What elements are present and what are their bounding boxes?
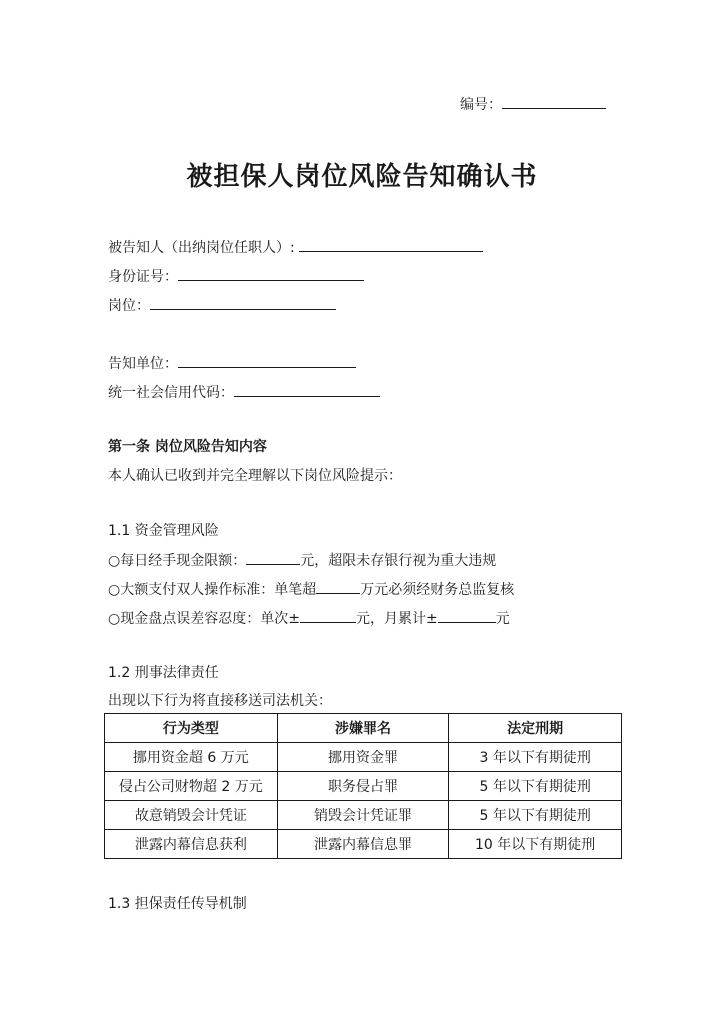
credit-code-blank[interactable] bbox=[234, 381, 380, 397]
tolerance-single-blank[interactable] bbox=[300, 607, 356, 623]
serial-number-field bbox=[460, 93, 606, 114]
cash-tolerance-prefix: ○现金盘点误差容忍度：单次± bbox=[108, 611, 300, 627]
table-header-cell: 涉嫌罪名 bbox=[277, 714, 449, 743]
table-cell: 10 年以下有期徒刑 bbox=[449, 830, 622, 859]
dual-payment-item bbox=[108, 578, 514, 599]
cash-tolerance-item bbox=[108, 607, 510, 628]
table-cell: 挪用资金罪 bbox=[277, 743, 449, 772]
position-label: 岗位： bbox=[108, 298, 150, 314]
notified-person-blank[interactable] bbox=[299, 236, 483, 252]
notified-person-field bbox=[108, 236, 483, 257]
section-1-2-heading: 1.2 刑事法律责任 bbox=[108, 665, 219, 681]
table-cell: 挪用资金超 6 万元 bbox=[105, 743, 278, 772]
table-cell: 销毁会计凭证罪 bbox=[277, 801, 449, 830]
position-blank[interactable] bbox=[150, 294, 336, 310]
id-number-field bbox=[108, 265, 364, 286]
section-1-3-heading: 1.3 担保责任传导机制 bbox=[108, 896, 247, 912]
credit-code-label: 统一社会信用代码： bbox=[108, 385, 234, 401]
table-row bbox=[105, 772, 622, 801]
table-header-cell: 法定刑期 bbox=[449, 714, 622, 743]
table-header-row bbox=[105, 714, 622, 743]
table-cell: 泄露内幕信息罪 bbox=[277, 830, 449, 859]
article-1-intro: 本人确认已收到并完全理解以下岗位风险提示： bbox=[108, 468, 402, 484]
table-row bbox=[105, 743, 622, 772]
serial-number-label: 编号： bbox=[460, 97, 502, 113]
dual-payment-suffix: 万元必须经财务总监复核 bbox=[360, 582, 515, 598]
section-1-1-heading: 1.1 资金管理风险 bbox=[108, 523, 219, 539]
table-row bbox=[105, 801, 622, 830]
table-cell: 故意销毁会计凭证 bbox=[105, 801, 278, 830]
section-1-2-intro: 出现以下行为将直接移送司法机关： bbox=[108, 693, 332, 709]
notifying-unit-blank[interactable] bbox=[178, 352, 356, 368]
table-cell: 泄露内幕信息获利 bbox=[105, 830, 278, 859]
table-cell: 5 年以下有期徒刑 bbox=[449, 772, 622, 801]
table-row bbox=[105, 830, 622, 859]
document-title: 被担保人岗位风险告知确认书 bbox=[186, 162, 538, 192]
id-number-label: 身份证号： bbox=[108, 269, 178, 285]
cash-limit-suffix: 元，超限未存银行视为重大违规 bbox=[300, 553, 497, 569]
cash-limit-item bbox=[108, 549, 496, 570]
criminal-liability-table bbox=[104, 713, 622, 859]
table-cell: 3 年以下有期徒刑 bbox=[449, 743, 622, 772]
table-cell: 5 年以下有期徒刑 bbox=[449, 801, 622, 830]
table-header-cell: 行为类型 bbox=[105, 714, 278, 743]
id-number-blank[interactable] bbox=[178, 265, 364, 281]
notifying-unit-field bbox=[108, 352, 356, 373]
cash-limit-prefix: ○每日经手现金限额： bbox=[108, 553, 247, 569]
dual-payment-prefix: ○大额支付双人操作标准：单笔超 bbox=[108, 582, 317, 598]
table-cell: 侵占公司财物超 2 万元 bbox=[105, 772, 278, 801]
notified-person-label: 被告知人（出纳岗位任职人）: bbox=[108, 240, 295, 256]
table-cell: 职务侵占罪 bbox=[277, 772, 449, 801]
position-field bbox=[108, 294, 336, 315]
cash-tolerance-middle: 元，月累计± bbox=[355, 611, 438, 627]
credit-code-field bbox=[108, 381, 380, 402]
notifying-unit-label: 告知单位： bbox=[108, 356, 178, 372]
cash-limit-blank[interactable] bbox=[246, 549, 300, 565]
cash-tolerance-suffix: 元 bbox=[495, 611, 510, 627]
tolerance-monthly-blank[interactable] bbox=[438, 607, 496, 623]
serial-number-blank[interactable] bbox=[502, 93, 606, 109]
article-1-heading: 第一条 岗位风险告知内容 bbox=[108, 439, 267, 455]
dual-payment-blank[interactable] bbox=[316, 578, 360, 594]
